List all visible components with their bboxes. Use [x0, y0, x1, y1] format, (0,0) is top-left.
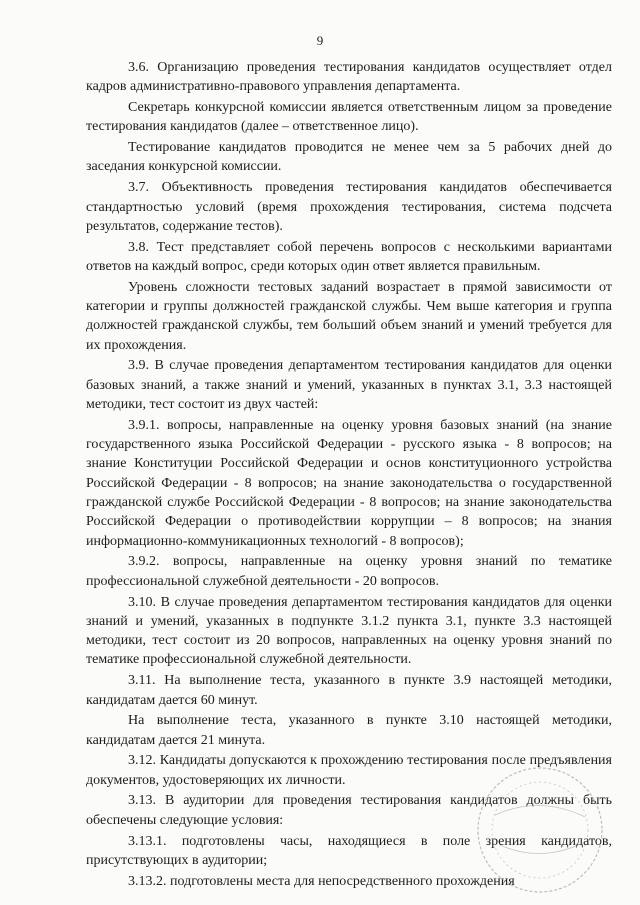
- paragraph-3-9-1: 3.9.1. вопросы, направленные на оценку уровня базовых знаний (на знание государственного языка Российской Федерации - русского языка - 8 вопросов; на знание Конституции Российской Федерации и основ конституционного устройства Российской Федерации - 8 вопросов; на знание законодательства о государственной гражданской службе Российской Федерации - 8 вопросов; на знание законодательства Российской Федерации о противодействии коррупции – 8 вопросов; на знания информационно-коммуникационных технологий - 8 вопросов);: [86, 417, 612, 549]
- paragraph-3-11: 3.11. На выполнение теста, указанного в пункте 3.9 настоящей методики, кандидатам дается 60 минут.: [86, 673, 612, 708]
- paragraph-testing-deadline: Тестирование кандидатов проводится не менее чем за 5 рабочих дней до заседания конкурсной комиссии.: [86, 140, 612, 175]
- paragraph-3-8: 3.8. Тест представляет собой перечень вопросов с несколькими вариантами ответов на каждый вопрос, среди которых один ответ является правильным.: [86, 239, 612, 274]
- paragraph-difficulty: Уровень сложности тестовых заданий возрастает в прямой зависимости от категории и группы должностей гражданской службы. Чем выше категория и группа должностей гражданской службы, тем больший объем знаний и умений требуется для их прохождения.: [86, 279, 612, 353]
- paragraph-3-7: 3.7. Объективность проведения тестирования кандидатов обеспечивается стандартностью условий (время прохождения тестирования, система подсчета результатов, содержание тестов).: [86, 180, 612, 234]
- page-number: 9: [316, 33, 324, 48]
- paragraph-3-10: 3.10. В случае проведения департаментом тестирования кандидатов для оценки знаний и умений, указанных в подпункте 3.1.2 пункта 3.1, пункте 3.3 настоящей методики, тест состоит из 20 вопросов, направленных на оценку уровня знаний по тематике профессиональной служебной деятельности.: [86, 594, 612, 668]
- paragraph-3-9: 3.9. В случае проведения департаментом тестирования кандидатов для оценки базовых знаний, а также знаний и умений, указанных в пунктах 3.1, 3.3 настоящей методики, тест состоит из двух частей:: [86, 358, 612, 413]
- official-stamp: [455, 755, 625, 895]
- paragraph-3-9-2: 3.9.2. вопросы, направленные на оценку уровня знаний по тематике профессиональной служебной деятельности - 20 вопросов.: [86, 554, 612, 589]
- paragraph-3-13-1: 3.13.1. подготовлены часы, находящиеся в поле зрения кандидатов, присутствующих в аудитории;: [86, 833, 612, 868]
- paragraph-3-6: 3.6. Организацию проведения тестирования кандидатов осуществляет отдел кадров административно-правового управления департамента.: [86, 60, 612, 95]
- paragraph-3-13: 3.13. В аудитории для проведения тестирования кандидатов должны быть обеспечены следующие условия:: [86, 793, 612, 828]
- paragraph-3-11-second: На выполнение теста, указанного в пункте 3.10 настоящей методики, кандидатам дается 21 минута.: [86, 713, 612, 748]
- paragraph-3-13-2: 3.13.2. подготовлены места для непосредственного прохождения: [128, 873, 515, 889]
- paragraph-3-12: 3.12. Кандидаты допускаются к прохождению тестирования после предъявления документов, удостоверяющих их личности.: [86, 753, 612, 788]
- paragraph-secretary: Секретарь конкурсной комиссии является ответственным лицом за проведение тестирования кандидатов (далее – ответственное лицо).: [86, 100, 612, 135]
